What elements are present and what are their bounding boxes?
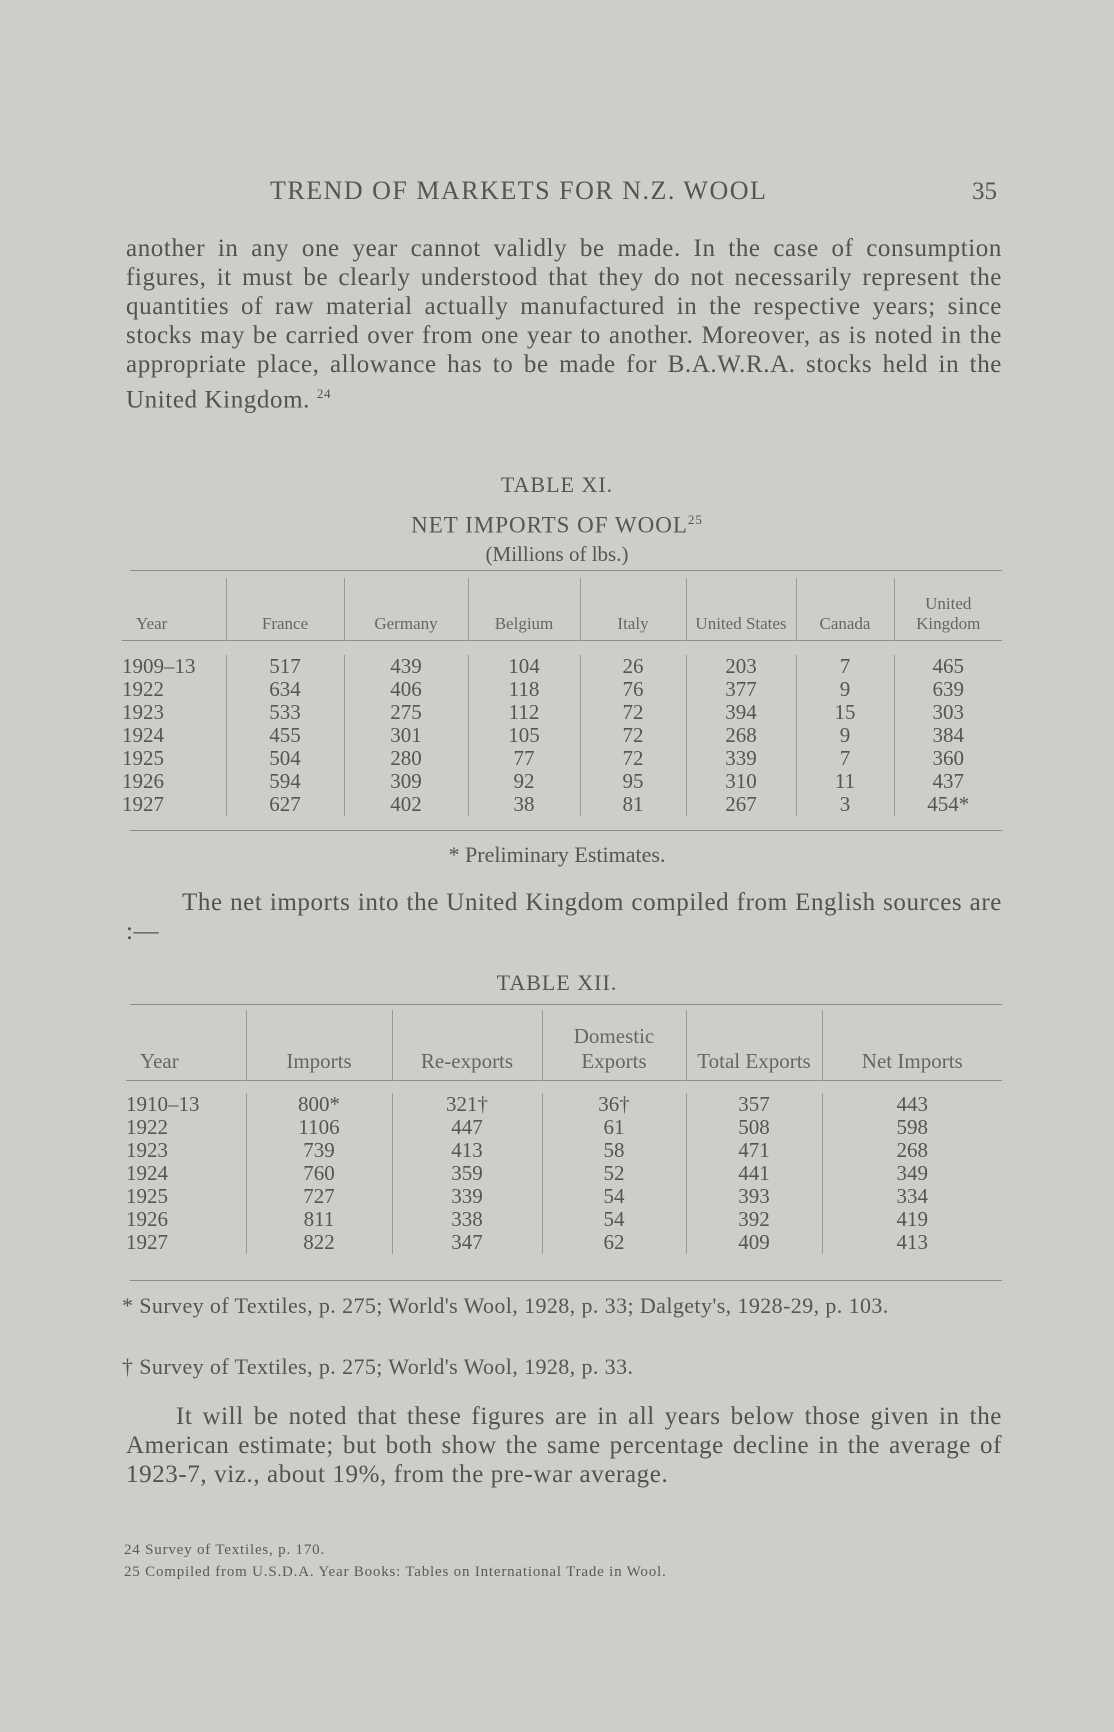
table-row xyxy=(126,1162,1002,1185)
t11-header-united-kingdom: United Kingdom xyxy=(894,578,1002,640)
t12-cell: 760 xyxy=(246,1162,392,1185)
t12-cell: 392 xyxy=(686,1208,822,1231)
t12-cell: 598 xyxy=(822,1116,1002,1139)
table-row xyxy=(122,747,1002,770)
t11-cell: 309 xyxy=(344,770,468,793)
table-12 xyxy=(126,1010,1002,1254)
table-11-title xyxy=(0,512,1114,539)
t11-cell: 437 xyxy=(894,770,1002,793)
table-row xyxy=(126,1093,1002,1116)
t11-cell: 203 xyxy=(686,655,796,678)
t11-cell: 118 xyxy=(468,678,580,701)
table-11 xyxy=(122,578,1002,816)
t12-cell: 357 xyxy=(686,1093,822,1116)
footnote-ref-25: 25 xyxy=(687,512,703,527)
page-number: 35 xyxy=(972,178,997,205)
table-11-title-text: NET IMPORTS OF WOOL xyxy=(411,512,688,538)
t12-header-re-exports: Re-exports xyxy=(392,1010,542,1080)
t11-cell: 26 xyxy=(580,655,686,678)
table-row xyxy=(122,793,1002,816)
t11-cell: 105 xyxy=(468,724,580,747)
table-row xyxy=(126,1208,1002,1231)
t11-cell: 594 xyxy=(226,770,344,793)
t12-cell: 1927 xyxy=(126,1229,168,1254)
t12-cell: 441 xyxy=(686,1162,822,1185)
t11-cell: 455 xyxy=(226,724,344,747)
t11-cell: 377 xyxy=(686,678,796,701)
t11-cell: 95 xyxy=(580,770,686,793)
t12-header-imports: Imports xyxy=(246,1010,392,1080)
t12-cell: 334 xyxy=(822,1185,1002,1208)
table-12-bottom-rule xyxy=(130,1280,1002,1281)
footnote-25: 25 Compiled from U.S.D.A. Year Books: Tables on International Trade in Wool. xyxy=(124,1564,667,1580)
t12-header-year: Year xyxy=(140,1048,179,1073)
t12-cell: 62 xyxy=(542,1231,686,1254)
t12-cell: 1923 xyxy=(126,1137,168,1162)
t11-cell: 639 xyxy=(894,678,1002,701)
table-row xyxy=(126,1231,1002,1254)
t11-cell: 104 xyxy=(468,655,580,678)
t12-cell: 1922 xyxy=(126,1114,168,1139)
t11-cell: 406 xyxy=(344,678,468,701)
t12-cell: 1910–13 xyxy=(126,1091,200,1116)
t12-cell: 413 xyxy=(392,1139,542,1162)
t11-cell: 9 xyxy=(796,724,894,747)
t11-header-year: Year xyxy=(136,613,168,633)
t12-cell: 1106 xyxy=(246,1116,392,1139)
table-row xyxy=(122,655,1002,678)
table-row xyxy=(126,1116,1002,1139)
t11-cell: 1926 xyxy=(122,768,164,793)
t11-cell: 465 xyxy=(894,655,1002,678)
t12-cell: 413 xyxy=(822,1231,1002,1254)
t11-cell: 81 xyxy=(580,793,686,816)
t11-cell: 72 xyxy=(580,747,686,770)
table-row xyxy=(122,724,1002,747)
t12-cell: 61 xyxy=(542,1116,686,1139)
t11-cell: 301 xyxy=(344,724,468,747)
t11-cell: 439 xyxy=(344,655,468,678)
paragraph-3-text: It will be noted that these figures are in all years below those given in the American estimate; but both show the same percentage decline in the average of 1923-7, viz., about 19%, from the pre-war average. xyxy=(126,1403,1002,1488)
t11-cell: 112 xyxy=(468,701,580,724)
t12-header-total-exports: Total Exports xyxy=(686,1010,822,1080)
t12-cell: 409 xyxy=(686,1231,822,1254)
t12-cell: 339 xyxy=(392,1185,542,1208)
table-row xyxy=(126,1185,1002,1208)
t12-cell: 393 xyxy=(686,1185,822,1208)
t12-cell: 447 xyxy=(392,1116,542,1139)
t11-header-france: France xyxy=(226,578,344,640)
t12-cell: 1925 xyxy=(126,1183,168,1208)
table-12-note-2: † Survey of Textiles, p. 275; World's Wool, 1928, p. 33. xyxy=(122,1354,634,1379)
t11-header-canada: Canada xyxy=(796,578,894,640)
t12-cell: 1926 xyxy=(126,1206,168,1231)
t12-cell: 36† xyxy=(542,1093,686,1116)
t12-cell: 811 xyxy=(246,1208,392,1231)
table-row xyxy=(122,701,1002,724)
t12-cell: 338 xyxy=(392,1208,542,1231)
t11-cell: 517 xyxy=(226,655,344,678)
paragraph-2-text: The net imports into the United Kingdom compiled from English sources are :— xyxy=(126,889,1002,945)
t11-cell: 267 xyxy=(686,793,796,816)
t11-cell: 76 xyxy=(580,678,686,701)
t11-cell: 72 xyxy=(580,724,686,747)
paragraph-1 xyxy=(126,234,1002,414)
t11-cell: 533 xyxy=(226,701,344,724)
t11-cell: 1922 xyxy=(122,676,164,701)
t12-cell: 52 xyxy=(542,1162,686,1185)
t12-header-net-imports: Net Imports xyxy=(822,1010,1002,1080)
t12-cell: 1924 xyxy=(126,1160,168,1185)
t12-cell: 508 xyxy=(686,1116,822,1139)
table-11-bottom-rule xyxy=(130,830,1002,831)
paragraph-3 xyxy=(126,1402,1002,1489)
t11-cell: 1909–13 xyxy=(122,653,196,678)
t11-cell: 3 xyxy=(796,793,894,816)
t12-cell: 359 xyxy=(392,1162,542,1185)
t11-header-united-states: United States xyxy=(686,578,796,640)
t12-cell: 800* xyxy=(246,1093,392,1116)
paragraph-1-text: another in any one year cannot validly be made. In the case of consumption figures, it must be clearly understood that they do not necessarily represent the quantities of raw material actually manufactured in the respective years; since stocks may be carried over from one year to another. Moreover, as is noted in the appropriate place, allowance has to be made for B.A.W.R.A. stocks held in the United Kingdom. xyxy=(126,235,1002,414)
t11-cell: 7 xyxy=(796,655,894,678)
t11-cell: 1925 xyxy=(122,745,164,770)
t12-header-domestic-exports: Domestic Exports xyxy=(542,1010,686,1080)
paragraph-2 xyxy=(126,888,1002,946)
t11-cell: 77 xyxy=(468,747,580,770)
t11-cell: 1923 xyxy=(122,699,164,724)
t12-cell: 58 xyxy=(542,1139,686,1162)
t11-cell: 454* xyxy=(894,793,1002,816)
t11-cell: 1924 xyxy=(122,722,164,747)
t12-cell: 321† xyxy=(392,1093,542,1116)
t12-cell: 471 xyxy=(686,1139,822,1162)
t12-cell: 54 xyxy=(542,1185,686,1208)
t11-cell: 7 xyxy=(796,747,894,770)
t11-cell: 402 xyxy=(344,793,468,816)
t12-cell: 54 xyxy=(542,1208,686,1231)
t11-cell: 38 xyxy=(468,793,580,816)
t11-cell: 303 xyxy=(894,701,1002,724)
footnote-ref-24: 24 xyxy=(316,386,332,401)
t12-cell: 347 xyxy=(392,1231,542,1254)
t12-cell: 739 xyxy=(246,1139,392,1162)
t11-header-germany: Germany xyxy=(344,578,468,640)
t12-cell: 822 xyxy=(246,1231,392,1254)
t12-cell: 727 xyxy=(246,1185,392,1208)
table-11-unit: (Millions of lbs.) xyxy=(485,542,629,566)
running-title: TREND OF MARKETS FOR N.Z. WOOL xyxy=(270,176,768,205)
t11-cell: 627 xyxy=(226,793,344,816)
t11-cell: 339 xyxy=(686,747,796,770)
t12-cell: 268 xyxy=(822,1139,1002,1162)
t12-cell: 443 xyxy=(822,1093,1002,1116)
table-12-note-1: * Survey of Textiles, p. 275; World's Wool, 1928, p. 33; Dalgety's, 1928-29, p. 103. xyxy=(122,1293,889,1318)
t11-cell: 268 xyxy=(686,724,796,747)
t11-cell: 310 xyxy=(686,770,796,793)
t11-cell: 92 xyxy=(468,770,580,793)
footnote-24: 24 Survey of Textiles, p. 170. xyxy=(124,1542,325,1558)
t11-cell: 360 xyxy=(894,747,1002,770)
table-row xyxy=(122,770,1002,793)
t11-cell: 275 xyxy=(344,701,468,724)
t11-cell: 394 xyxy=(686,701,796,724)
t11-cell: 504 xyxy=(226,747,344,770)
t11-cell: 9 xyxy=(796,678,894,701)
table-row xyxy=(126,1139,1002,1162)
t11-header-belgium: Belgium xyxy=(468,578,580,640)
t11-cell: 634 xyxy=(226,678,344,701)
t11-cell: 1927 xyxy=(122,791,164,816)
table-11-note: * Preliminary Estimates. xyxy=(448,842,666,867)
t11-cell: 72 xyxy=(580,701,686,724)
t11-cell: 280 xyxy=(344,747,468,770)
table-12-top-rule xyxy=(130,1004,1002,1005)
t12-cell: 349 xyxy=(822,1162,1002,1185)
t12-cell: 419 xyxy=(822,1208,1002,1231)
t11-cell: 384 xyxy=(894,724,1002,747)
table-11-label: TABLE XI. xyxy=(500,472,614,497)
table-11-top-rule xyxy=(130,570,1002,571)
table-row xyxy=(122,678,1002,701)
t11-header-italy: Italy xyxy=(580,578,686,640)
t11-cell: 11 xyxy=(796,770,894,793)
t11-cell: 15 xyxy=(796,701,894,724)
table-12-label: TABLE XII. xyxy=(496,970,618,995)
